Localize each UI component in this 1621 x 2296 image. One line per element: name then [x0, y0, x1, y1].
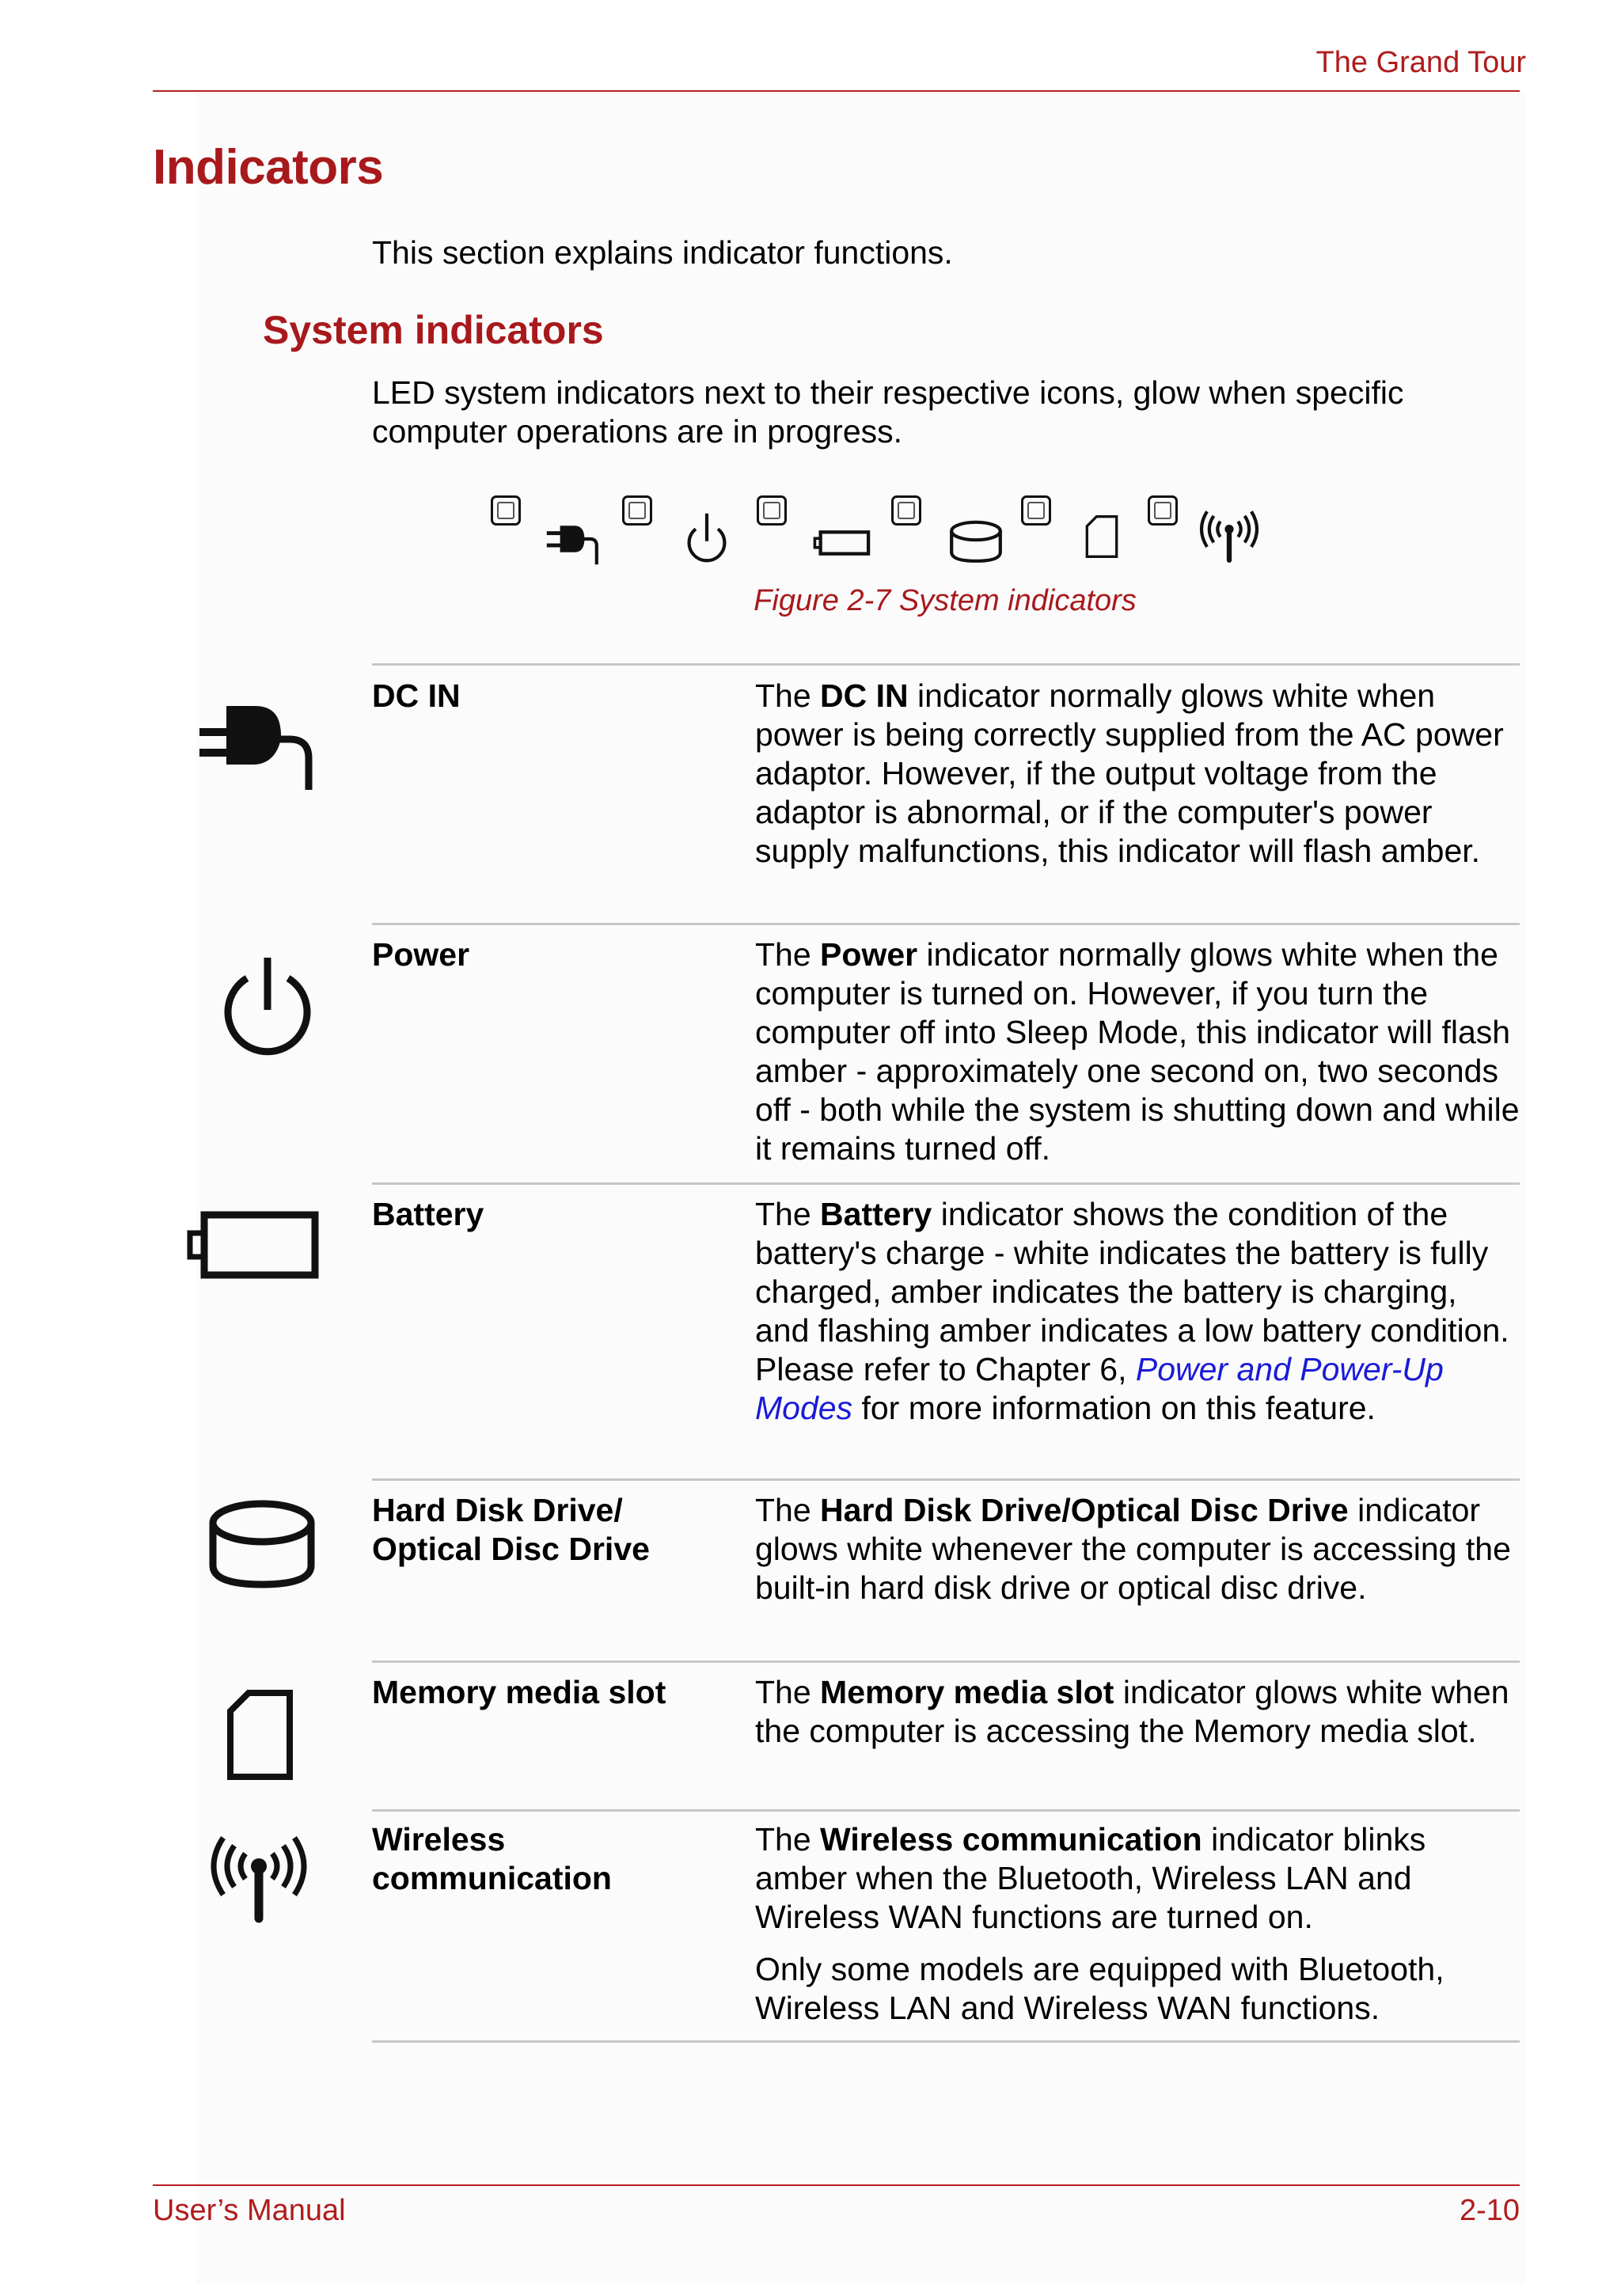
power-icon [679, 511, 735, 567]
dc-in-icon [198, 703, 313, 791]
wireless-icon [214, 1835, 304, 1925]
chapter-link[interactable]: Power and Power-Up Modes [755, 1351, 1444, 1426]
led-battery [757, 495, 787, 526]
row-term: DC IN [372, 677, 461, 714]
led-memory-slot [1021, 495, 1051, 526]
battery-icon [187, 1211, 320, 1279]
dc-in-icon [545, 511, 600, 567]
hdd-icon [207, 1499, 317, 1589]
footer-rule [153, 2184, 1520, 2186]
row-description: The Wireless communication indicator blinks amber when the Bluetooth, Wireless LAN and Wireless WAN functions are turned on. [755, 1821, 1426, 1935]
figure-caption: Figure 2-7 System indicators [754, 584, 1137, 617]
table-rule [372, 1809, 1520, 1812]
row-term: Power [372, 936, 470, 973]
led-hdd [891, 495, 921, 526]
row-description: The Battery indicator shows the condition of the battery's charge - white indicates the battery is fully charged, amber indicates the battery is charging, and flashing amber indicates a low battery condition. Please refer to Chapter 6, Power and Power-Up Modes for more information on this feature. [755, 1196, 1509, 1426]
battery-icon [814, 529, 871, 557]
footer-manual-title: User’s Manual [153, 2194, 346, 2227]
wireless-icon [1202, 508, 1257, 564]
row-description: The Hard Disk Drive/Optical Disc Drive indicator glows white whenever the computer is accessing the built-in hard disk drive or optical disc drive. [755, 1492, 1511, 1606]
led-power [622, 495, 652, 526]
subsection-text: LED system indicators next to their respective icons, glow when specific computer operations are in progress. [372, 374, 1404, 450]
row-description: The Memory media slot indicator glows white when the computer is accessing the Memory media slot. [755, 1674, 1509, 1749]
table-rule [372, 1660, 1520, 1663]
subsection-title: System indicators [263, 308, 604, 352]
table-rule-bottom [372, 2040, 1520, 2043]
table-rule-top [372, 663, 1520, 666]
memory-card-icon [226, 1689, 294, 1781]
row-description: The DC IN indicator normally glows white when power is being correctly supplied from the AC power adaptor. However, if the output voltage from the adaptor is abnormal, or if the computer's power supply malfunctions, this indicator will flash amber. [755, 677, 1504, 869]
row-term: Battery [372, 1196, 484, 1232]
section-title: Indicators [153, 140, 384, 195]
table-rule [372, 1478, 1520, 1481]
table-rule [372, 923, 1520, 925]
indicator-figure [475, 491, 1266, 554]
row-term: Memory media slot [372, 1674, 666, 1710]
page-number: 2-10 [1459, 2194, 1520, 2227]
section-intro: This section explains indicator functions. [372, 234, 953, 271]
power-icon [222, 954, 313, 1053]
led-wireless [1148, 495, 1178, 526]
led-dc-in [491, 495, 521, 526]
table-rule [372, 1182, 1520, 1185]
row-note: Only some models are equipped with Bluetooth, Wireless LAN and Wireless WAN functions. [755, 1951, 1444, 2026]
row-term: Hard Disk Drive/ Optical Disc Drive [372, 1492, 650, 1567]
row-description: The Power indicator normally glows white when the computer is turned on. However, if you turn the computer off into Sleep Mode, this indicator will flash amber - approximately one second on, two seconds off - both while the system is shutting down and while it remains turned off. [755, 936, 1520, 1167]
header-rule [153, 90, 1520, 92]
row-term: Wireless communication [372, 1821, 612, 1896]
memory-card-icon [1084, 514, 1119, 559]
hdd-icon [948, 514, 1004, 570]
running-header: The Grand Tour [1315, 46, 1526, 79]
